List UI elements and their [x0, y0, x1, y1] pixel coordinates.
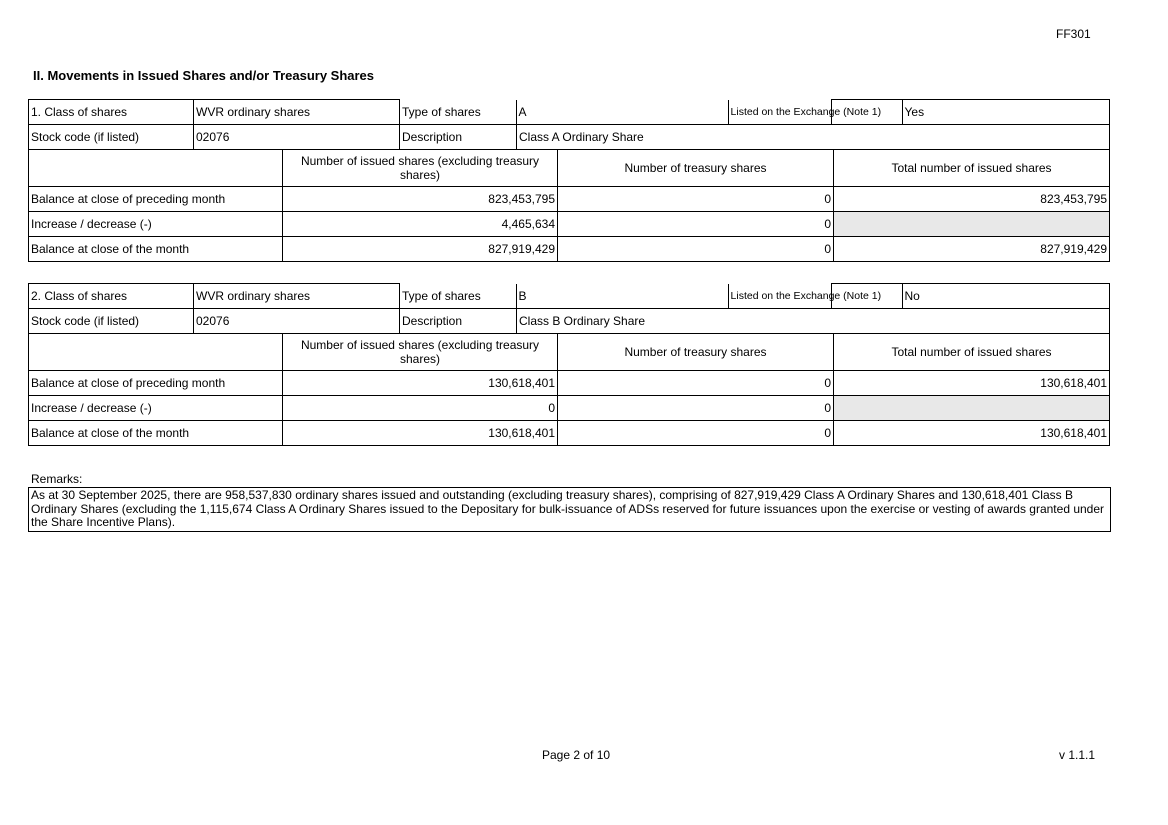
share-class-table-2-body [28, 308, 1110, 334]
share-class-table-1-body [28, 124, 1110, 150]
type-label: Type of shares [400, 284, 516, 308]
issued-value: 4,465,634 [283, 212, 558, 237]
page-number: Page 2 of 10 [542, 748, 611, 762]
total-value: 827,919,429 [834, 237, 1110, 262]
type-value: B [516, 284, 728, 308]
treasury-value: 0 [558, 371, 834, 396]
issued-value: 0 [283, 396, 558, 421]
remarks-text: As at 30 September 2025, there are 958,537,830 ordinary shares issued and outstanding (excluding treasury shares), comprising of 827,919,429 Class A Ordinary Shares and 130,618,401 Class B Ordinary Shares (excluding the 1,115,674 Class A Ordinary Shares issued to the Depositary for bulk-issuance of ADSs reserved for future issuances upon the exercise or vesting of awards granted under the Share Incentive Plans). [28, 487, 1111, 532]
col-issued-header: Number of issued shares (excluding treasury shares) [283, 334, 558, 371]
class-label: 2. Class of shares [29, 284, 194, 309]
row-label: Increase / decrease (-) [29, 212, 283, 237]
share-movement-table-1 [28, 149, 1110, 262]
closing-balance-row [29, 237, 1110, 262]
version-label: v 1.1.1 [1059, 748, 1096, 762]
treasury-value: 0 [558, 187, 834, 212]
type-value: A [516, 100, 728, 124]
preceding-balance-row [29, 371, 1110, 396]
issued-value: 823,453,795 [283, 187, 558, 212]
stock-code-value: 02076 [194, 309, 400, 334]
header-blank [29, 334, 283, 371]
total-value: 823,453,795 [834, 187, 1110, 212]
header-blank [29, 150, 283, 187]
type-cell-group [400, 284, 920, 309]
col-treasury-header: Number of treasury shares [558, 150, 834, 187]
share-class-table-2 [28, 283, 1110, 309]
issued-value: 827,919,429 [283, 237, 558, 262]
stock-code-value: 02076 [194, 125, 400, 150]
change-row [29, 396, 1110, 421]
row-label: Balance at close of preceding month [29, 371, 283, 396]
issued-value: 130,618,401 [283, 371, 558, 396]
col-total-header: Total number of issued shares [834, 150, 1110, 187]
column-header-row [29, 334, 1110, 371]
change-row [29, 212, 1110, 237]
form-code: FF301 [1056, 27, 1091, 41]
type-cell-group [400, 100, 925, 125]
treasury-value: 0 [558, 421, 834, 446]
col-treasury-header: Number of treasury shares [558, 334, 834, 371]
description-value: Class B Ordinary Share [517, 309, 1110, 334]
listed-label: Listed on the Exchange (Note 1) [728, 284, 902, 308]
treasury-value: 0 [558, 237, 834, 262]
closing-balance-row [29, 421, 1110, 446]
description-label: Description [400, 125, 517, 150]
description-value: Class A Ordinary Share [517, 125, 1110, 150]
column-header-row [29, 150, 1110, 187]
row-label: Balance at close of preceding month [29, 187, 283, 212]
description-label: Description [400, 309, 517, 334]
type-label: Type of shares [400, 100, 516, 124]
row-label: Balance at close of the month [29, 237, 283, 262]
col-total-header: Total number of issued shares [834, 334, 1110, 371]
class-label: 1. Class of shares [29, 100, 194, 125]
listed-value: No [904, 289, 920, 303]
issued-value: 130,618,401 [283, 421, 558, 446]
row-label: Balance at close of the month [29, 421, 283, 446]
class-name: WVR ordinary shares [194, 284, 400, 309]
stock-code-row [29, 309, 1110, 334]
share-movement-table-2 [28, 333, 1110, 446]
preceding-balance-row [29, 187, 1110, 212]
col-issued-header: Number of issued shares (excluding treasury shares) [283, 150, 558, 187]
class-row [29, 100, 1110, 125]
remarks-label: Remarks: [31, 472, 83, 486]
class-name: WVR ordinary shares [194, 100, 400, 125]
total-value: 130,618,401 [834, 371, 1110, 396]
listed-label: Listed on the Exchange (Note 1) [728, 100, 902, 124]
total-value: 130,618,401 [834, 421, 1110, 446]
row-label: Increase / decrease (-) [29, 396, 283, 421]
treasury-value: 0 [558, 212, 834, 237]
treasury-value: 0 [558, 396, 834, 421]
stock-code-label: Stock code (if listed) [29, 125, 194, 150]
total-shaded-cell [834, 212, 1110, 237]
share-class-table-1 [28, 99, 1110, 125]
stock-code-label: Stock code (if listed) [29, 309, 194, 334]
total-shaded-cell [834, 396, 1110, 421]
section-title: II. Movements in Issued Shares and/or Treasury Shares [33, 68, 375, 83]
class-row [29, 284, 1110, 309]
stock-code-row [29, 125, 1110, 150]
listed-value: Yes [904, 105, 925, 119]
